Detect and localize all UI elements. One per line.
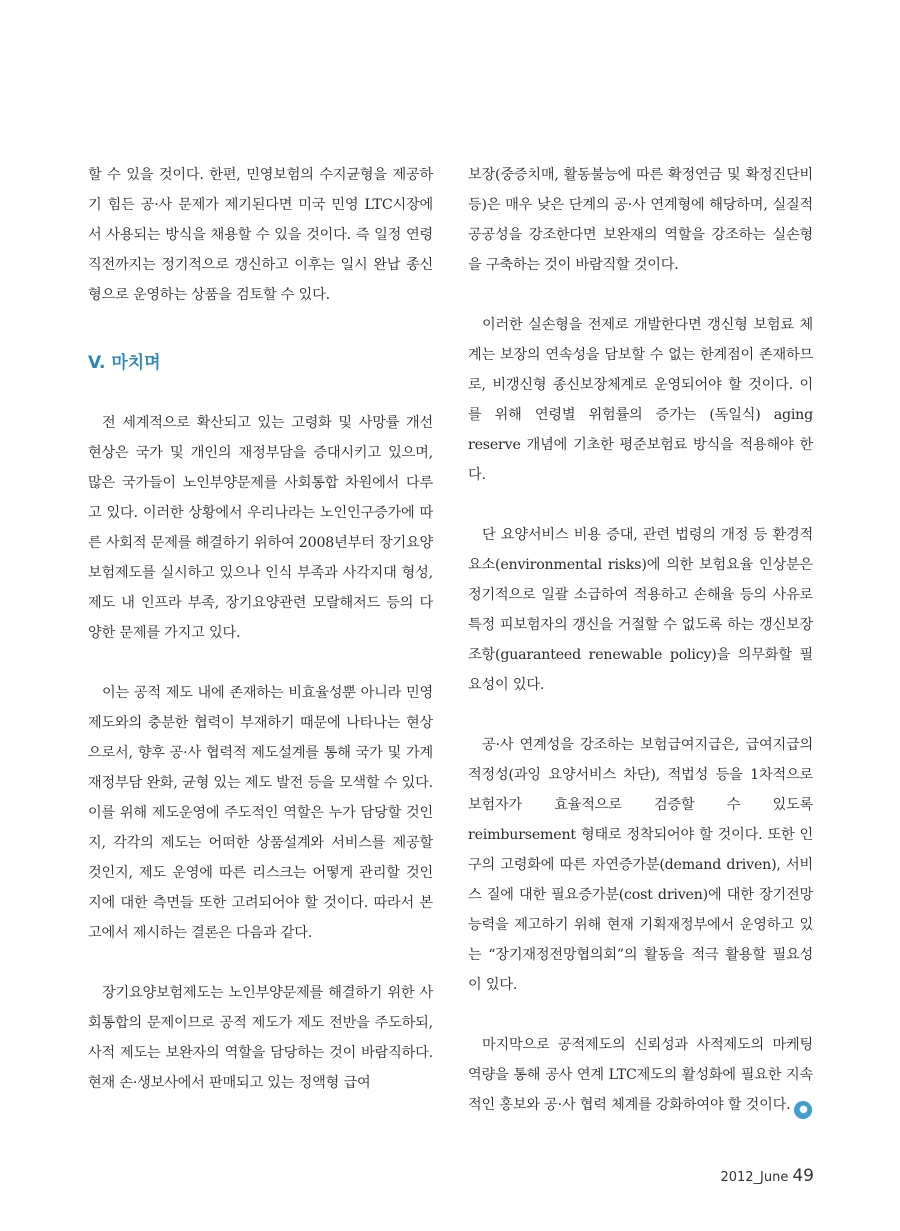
paragraph: 이는 공적 제도 내에 존재하는 비효율성뿐 아니라 민영제도와의 충분한 협력이 부재하기 때문에 나타나는 현상으로서, 향후 공·사 협력적 제도설계를 통해 국가 및 가계 재정부담 완화, 균형 있는 제도 발전 등을 모색할 수 있다. 이를 위해 제도운영에 주도적인 역할은 누가 담당할 것인지, 각각의 제도는 어떠한 상품설계와 서비스를 제공할 것인지, 제도 운영에 따른 리스크는 어떻게 관리할 것인지에 대한 측면들 또한 고려되어야 할 것이다. 따라서 본고에서 제시하는 결론은 다음과 같다. (88, 685, 433, 941)
paragraph: 단 요양서비스 비용 증대, 관련 법령의 개정 등 환경적 요소(environmental risks)에 의한 보험요율 인상분은 정기적으로 일괄 소급하여 적용하고 손해율 등의 사유로 특정 피보험자의 갱신을 거절할 수 없도록 하는 갱신보장조항(guaranteed renewable policy)을 의무화할 필요성이 있다. (468, 527, 813, 693)
paragraph-text: 마지막으로 공적제도의 신뢰성과 사적제도의 마케팅 역량을 통해 공사 연계 LTC제도의 활성화에 필요한 지속적인 홍보와 공·사 협력 체계를 강화하여야 할 것이다. (468, 1037, 813, 1113)
paragraph: 장기요양보험제도는 노인부양문제를 해결하기 위한 사회통합의 문제이므로 공적 제도가 제도 전반을 주도하되, 사적 제도는 보완자의 역할을 담당하는 것이 바람직하다. 현재 손·생보사에서 판매되고 있는 정액형 급여 (88, 985, 433, 1091)
right-column (468, 160, 813, 1120)
circle-end-mark-icon: ● (794, 1101, 812, 1119)
final-paragraph (468, 1030, 813, 1120)
paragraph: 보장(중증치매, 활동불능에 따른 확정연금 및 확정진단비 등)은 매우 낮은 단계의 공·사 연계형에 해당하며, 실질적 공공성을 강조한다면 보완재의 역할을 강조하는 실손형을 구축하는 것이 바람직할 것이다. (468, 167, 813, 273)
issue-label: 2012_June (720, 1170, 789, 1185)
section-heading: V. 마치며 (88, 353, 161, 373)
page-number: 49 (792, 1166, 814, 1186)
paragraph: 할 수 있을 것이다. 한편, 민영보험의 수지균형을 제공하기 힘든 공·사 문제가 제기된다면 미국 민영 LTC시장에서 사용되는 방식을 채용할 수 있을 것이다. 즉 일정 연령 직전까지는 정기적으로 갱신하고 이후는 일시 완납 종신형으로 운영하는 상품을 검토할 수 있다. (88, 167, 433, 303)
paragraph: 이러한 실손형을 전제로 개발한다면 갱신형 보험료 체계는 보장의 연속성을 담보할 수 없는 한계점이 존재하므로, 비갱신형 종신보장체계로 운영되어야 할 것이다. 이를 위해 연령별 위험률의 증가는 (독일식) aging reserve 개념에 기초한 평준보험료 방식을 적용해야 한다. (468, 317, 813, 483)
page-footer (720, 1166, 814, 1186)
paragraph: 전 세계적으로 확산되고 있는 고령화 및 사망률 개선 현상은 국가 및 개인의 재정부담을 증대시키고 있으며, 많은 국가들이 노인부양문제를 사회통합 차원에서 다루고 있다. 이러한 상황에서 우리나라는 노인인구증가에 따른 사회적 문제를 해결하기 위하여 2008년부터 장기요양보험제도를 실시하고 있으나 인식 부족과 사각지대 형성, 제도 내 인프라 부족, 장기요양관련 모랄해저드 등의 다양한 문제를 가지고 있다. (88, 415, 433, 641)
paragraph: 공·사 연계성을 강조하는 보험급여지급은, 급여지급의 적정성(과잉 요양서비스 차단), 적법성 등을 1차적으로 보험자가 효율적으로 검증할 수 있도록 reimbursement 형태로 정착되어야 할 것이다. 또한 인구의 고령화에 따른 자연증가분(demand driven), 서비스 질에 대한 필요증가분(cost driven)에 대한 장기전망 능력을 제고하기 위해 현재 기획재정부에서 운영하고 있는 “장기재정전망협의회”의 활동을 적극 활용할 필요성이 있다. (468, 737, 813, 993)
left-column (88, 160, 433, 1098)
